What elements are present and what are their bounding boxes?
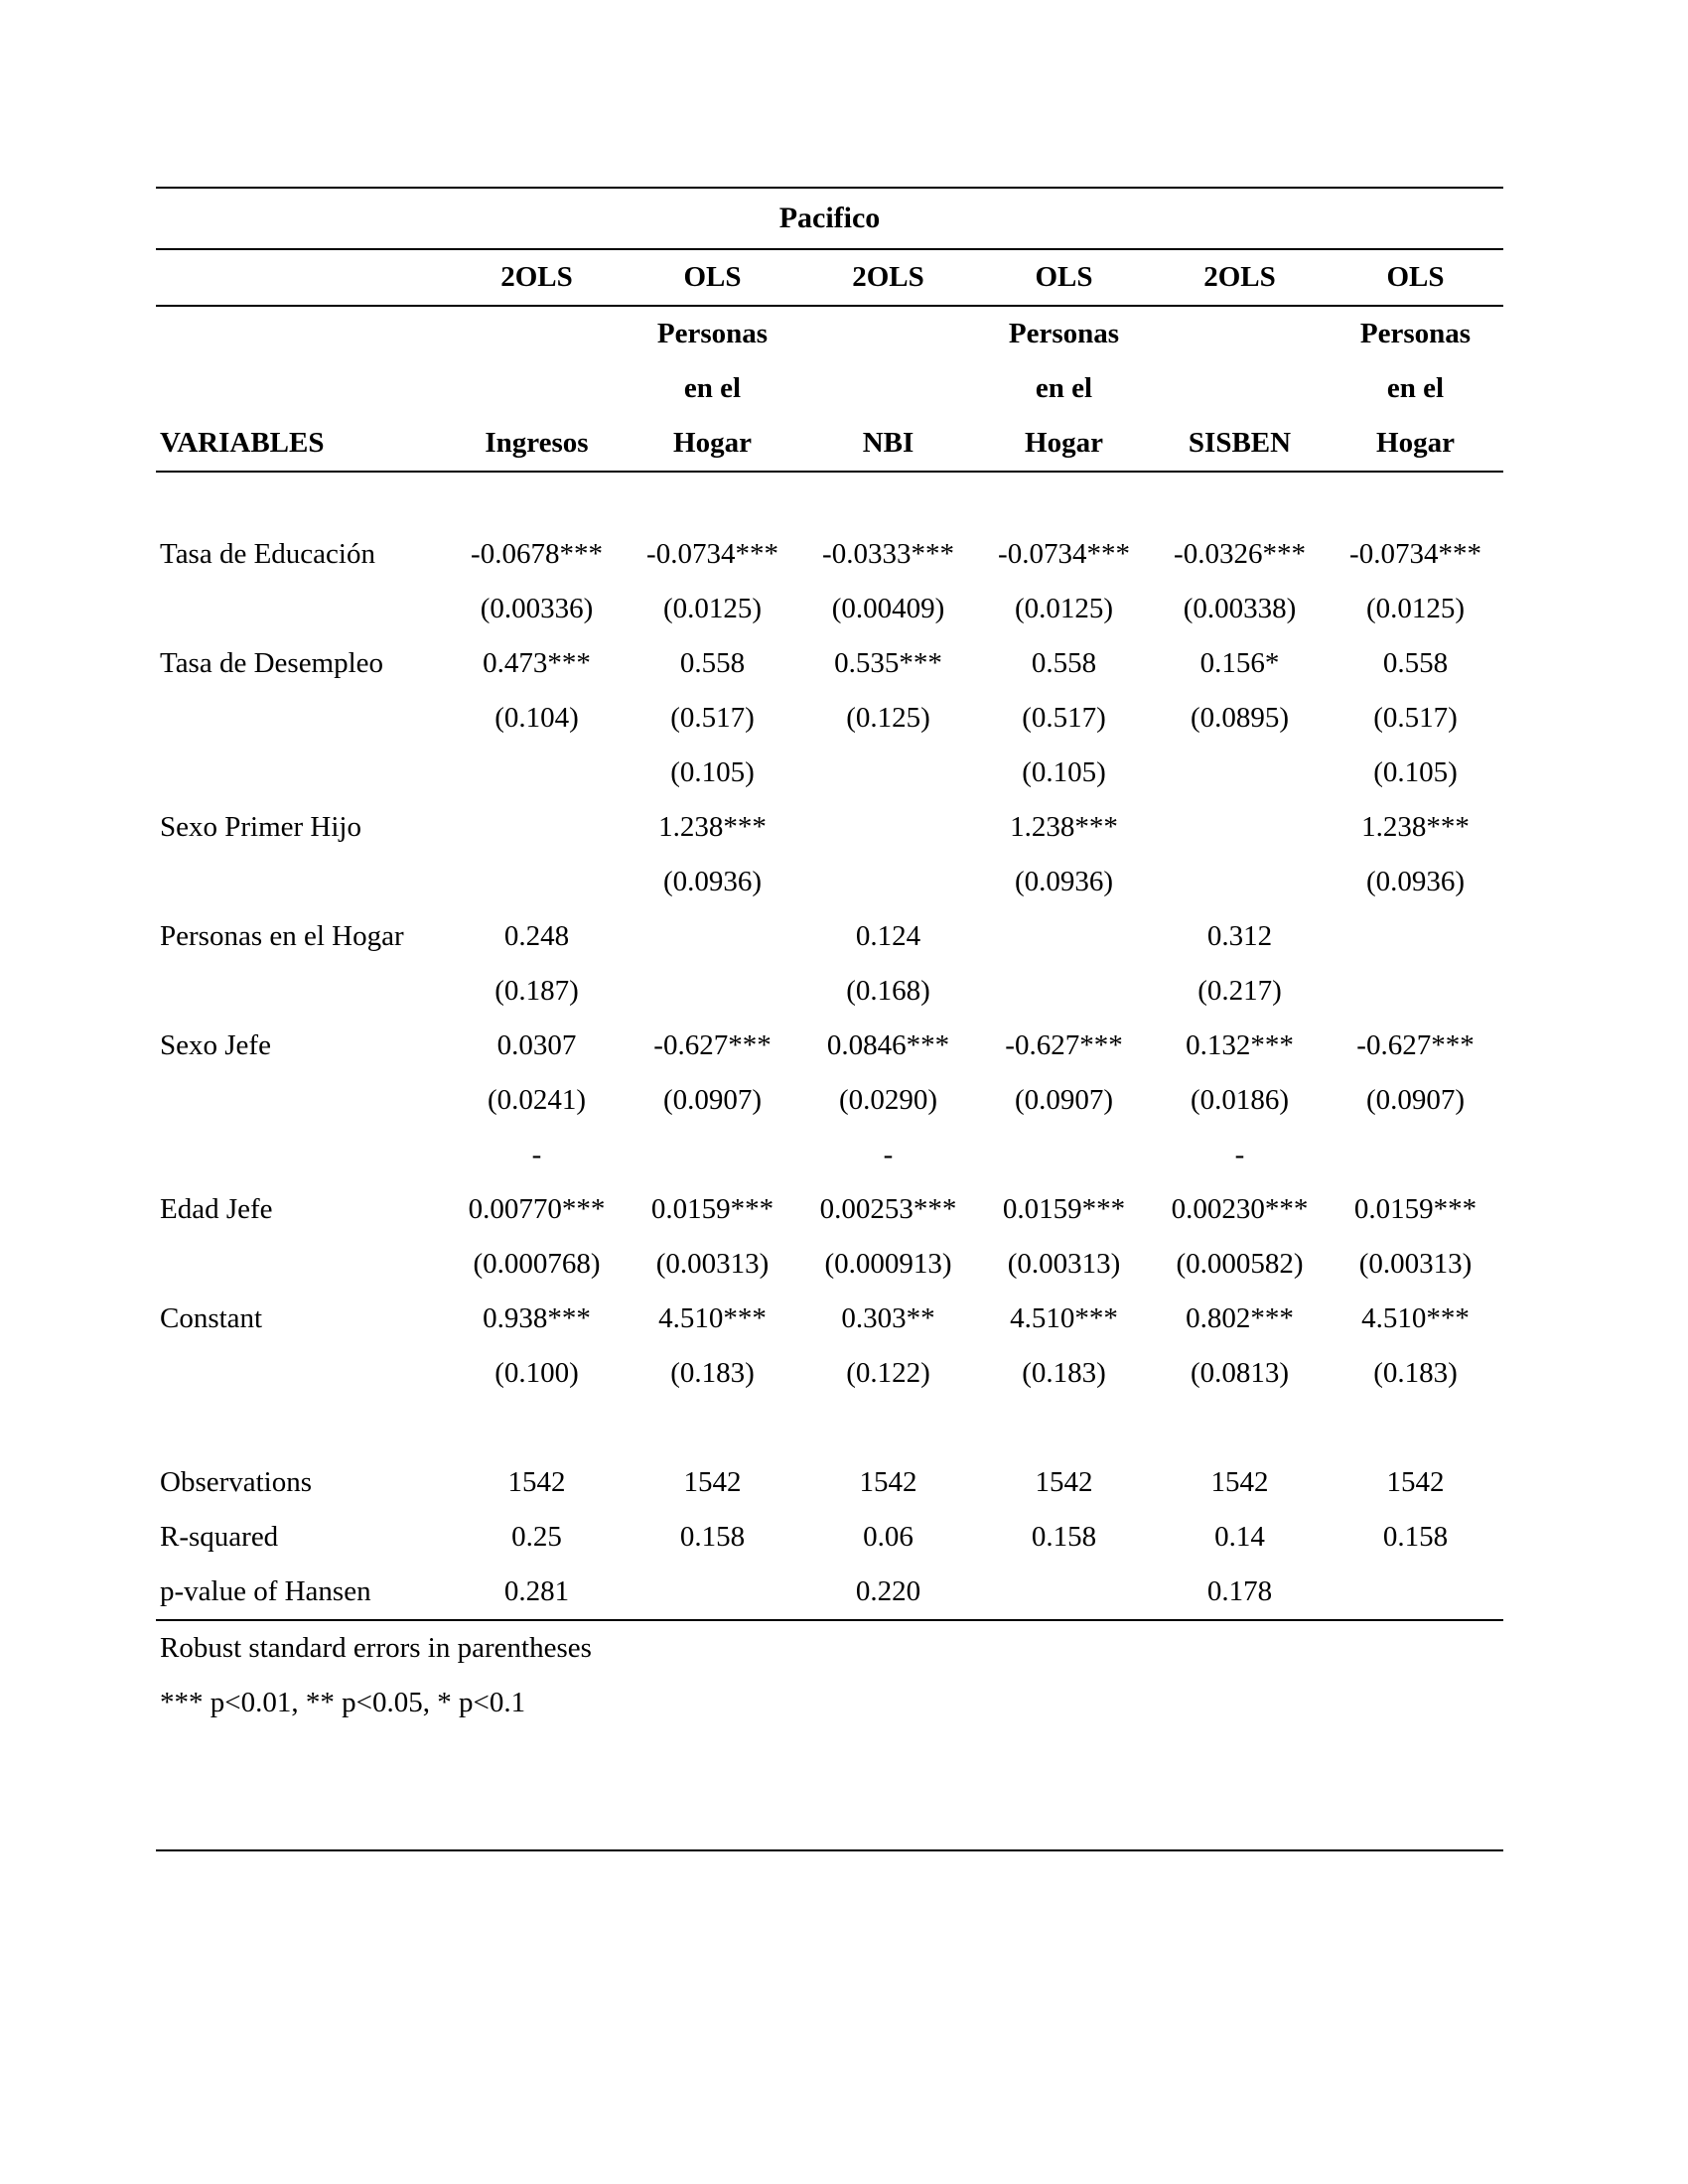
value-cell: 2OLS [852, 260, 924, 293]
value-cell: (0.122) [846, 1356, 930, 1389]
value-cell: (0.00409) [831, 592, 945, 624]
value-cell: (0.0125) [1365, 592, 1466, 624]
value-cell: 4.510*** [1361, 1301, 1470, 1334]
value-cell: 1542 [1035, 1465, 1093, 1498]
table-row [156, 1455, 1503, 1510]
value-cell: (0.187) [494, 974, 579, 1007]
value-cell: SISBEN [1188, 426, 1292, 459]
value-cell: -0.627*** [653, 1028, 772, 1061]
value-cell: Hogar [1376, 426, 1455, 459]
value-cell: 0.158 [679, 1520, 746, 1553]
value-cell: 0.25 [511, 1520, 562, 1553]
footnote-standard-errors: Robust standard errors in parentheses [160, 1632, 592, 1664]
value-cell: 1542 [683, 1465, 742, 1498]
value-cell: -0.627*** [1005, 1028, 1123, 1061]
table-row [156, 1292, 1503, 1346]
value-cell: Personas [1008, 317, 1120, 349]
table-row [156, 527, 1503, 582]
value-cell: (0.00313) [1007, 1247, 1121, 1280]
value-cell: (0.0186) [1190, 1083, 1290, 1116]
value-cell: 0.0846*** [826, 1028, 950, 1061]
row-label: Edad Jefe [160, 1192, 273, 1225]
table-row [156, 1565, 1503, 1619]
value-cell: (0.183) [670, 1356, 755, 1389]
value-cell: (0.517) [1022, 701, 1106, 734]
row-label: VARIABLES [160, 426, 325, 459]
value-cell: 0.473*** [483, 646, 591, 679]
value-cell: 1.238*** [1361, 810, 1470, 843]
footnote-significance-levels: *** p<0.01, ** p<0.05, * p<0.1 [160, 1687, 526, 1718]
value-cell: (0.105) [670, 755, 755, 788]
value-cell: (0.0290) [838, 1083, 938, 1116]
table-region-title: Pacifico [778, 202, 881, 234]
value-cell: 0.281 [503, 1574, 570, 1607]
value-cell: 0.0159*** [650, 1192, 774, 1225]
value-cell: OLS [1035, 260, 1093, 293]
value-cell: (0.0813) [1190, 1356, 1290, 1389]
value-cell: (0.0936) [662, 865, 763, 897]
table-row [156, 1019, 1503, 1073]
value-cell: -0.0326*** [1174, 537, 1306, 570]
row-label: Sexo Jefe [160, 1028, 271, 1061]
value-cell: (0.104) [494, 701, 579, 734]
table-row [156, 582, 1503, 636]
value-cell: (0.517) [670, 701, 755, 734]
row-label: Observations [160, 1465, 313, 1498]
table-row [156, 691, 1503, 746]
regression-table [156, 187, 1503, 1851]
value-cell: (0.000913) [824, 1247, 952, 1280]
table-row [156, 416, 1503, 471]
value-cell: 0.558 [1031, 646, 1097, 679]
value-cell: 0.06 [863, 1520, 914, 1553]
row-label: p-value of Hansen [160, 1574, 371, 1607]
value-cell: en el [683, 371, 742, 404]
value-cell: 1542 [507, 1465, 566, 1498]
value-cell: en el [1035, 371, 1093, 404]
value-cell: (0.0125) [1014, 592, 1114, 624]
row-label: Personas en el Hogar [160, 919, 404, 952]
value-cell: 0.220 [855, 1574, 921, 1607]
table-row [156, 473, 1503, 527]
row-label: R-squared [160, 1520, 279, 1553]
row-label: Sexo Primer Hijo [160, 810, 361, 843]
value-cell: -0.0734*** [1349, 537, 1481, 570]
value-cell: (0.000582) [1176, 1247, 1304, 1280]
value-cell: 0.558 [1382, 646, 1449, 679]
value-cell: OLS [1386, 260, 1445, 293]
value-cell: -0.0333*** [822, 537, 954, 570]
table-row [156, 1346, 1503, 1401]
value-cell: 0.178 [1206, 1574, 1273, 1607]
value-cell: -0.0734*** [998, 537, 1130, 570]
value-cell: NBI [862, 426, 914, 459]
table-row [156, 1073, 1503, 1128]
table-row [156, 636, 1503, 691]
value-cell: (0.00313) [655, 1247, 770, 1280]
table-row [156, 909, 1503, 964]
row-label: Tasa de Educación [160, 537, 375, 570]
value-cell: 0.00253*** [819, 1192, 957, 1225]
value-cell: (0.00338) [1183, 592, 1297, 624]
value-cell: - [1234, 1138, 1245, 1170]
value-cell: Personas [656, 317, 769, 349]
row-label: Tasa de Desempleo [160, 646, 384, 679]
value-cell: 0.535*** [834, 646, 942, 679]
table-row [156, 361, 1503, 416]
value-cell: 0.0307 [496, 1028, 577, 1061]
value-cell: 0.0159*** [1353, 1192, 1477, 1225]
value-cell: 0.938*** [483, 1301, 591, 1334]
value-cell: 2OLS [500, 260, 573, 293]
value-cell: 4.510*** [1010, 1301, 1118, 1334]
value-cell: 1542 [859, 1465, 917, 1498]
value-cell: (0.0895) [1190, 701, 1290, 734]
value-cell: Hogar [1025, 426, 1103, 459]
value-cell: (0.0907) [662, 1083, 763, 1116]
value-cell: (0.0936) [1365, 865, 1466, 897]
value-cell: (0.125) [846, 701, 930, 734]
value-cell: OLS [683, 260, 742, 293]
value-cell: (0.0241) [487, 1083, 587, 1116]
value-cell: (0.183) [1022, 1356, 1106, 1389]
value-cell: 1542 [1386, 1465, 1445, 1498]
value-cell: (0.217) [1197, 974, 1282, 1007]
value-cell: (0.0125) [662, 592, 763, 624]
value-cell: (0.000768) [473, 1247, 601, 1280]
table-body [156, 473, 1503, 1619]
value-cell: Ingresos [485, 426, 589, 459]
table-row [156, 1401, 1503, 1455]
value-cell: 0.00770*** [468, 1192, 606, 1225]
table-row [156, 964, 1503, 1019]
value-cell: 0.00230*** [1171, 1192, 1309, 1225]
table-row [156, 1510, 1503, 1565]
value-cell: (0.00336) [480, 592, 594, 624]
value-cell: (0.168) [846, 974, 930, 1007]
value-cell: (0.100) [494, 1356, 579, 1389]
table-row [156, 1237, 1503, 1292]
value-cell: - [531, 1138, 542, 1170]
method-header-row-group [156, 250, 1503, 305]
variables-header-row-group [156, 307, 1503, 471]
value-cell: 0.158 [1031, 1520, 1097, 1553]
value-cell: 0.303** [841, 1301, 935, 1334]
value-cell: (0.105) [1022, 755, 1106, 788]
value-cell: -0.0678*** [471, 537, 603, 570]
value-cell: - [883, 1138, 894, 1170]
value-cell: 4.510*** [658, 1301, 767, 1334]
value-cell: 0.158 [1382, 1520, 1449, 1553]
value-cell: 0.0159*** [1002, 1192, 1126, 1225]
value-cell: 0.248 [503, 919, 570, 952]
value-cell: (0.0907) [1014, 1083, 1114, 1116]
value-cell: 0.156* [1199, 646, 1280, 679]
value-cell: Hogar [673, 426, 752, 459]
page-bottom-rule [156, 1849, 1503, 1851]
value-cell: (0.183) [1373, 1356, 1458, 1389]
value-cell: (0.0936) [1014, 865, 1114, 897]
value-cell: (0.517) [1373, 701, 1458, 734]
table-row [156, 250, 1503, 305]
value-cell: 1542 [1210, 1465, 1269, 1498]
value-cell: (0.105) [1373, 755, 1458, 788]
spacer [156, 1730, 1503, 1849]
value-cell: 1.238*** [1010, 810, 1118, 843]
value-cell: (0.00313) [1358, 1247, 1473, 1280]
row-label: Constant [160, 1301, 263, 1334]
value-cell: en el [1386, 371, 1445, 404]
value-cell: 0.312 [1206, 919, 1273, 952]
value-cell: Personas [1359, 317, 1472, 349]
value-cell: 0.124 [855, 919, 921, 952]
table-row [156, 855, 1503, 909]
value-cell: 0.802*** [1186, 1301, 1294, 1334]
value-cell: 0.14 [1214, 1520, 1265, 1553]
value-cell: 2OLS [1203, 260, 1276, 293]
table-row [156, 800, 1503, 855]
value-cell: 1.238*** [658, 810, 767, 843]
value-cell: -0.627*** [1356, 1028, 1475, 1061]
value-cell: 0.132*** [1186, 1028, 1294, 1061]
value-cell: 0.558 [679, 646, 746, 679]
value-cell: -0.0734*** [646, 537, 778, 570]
table-row [156, 1182, 1503, 1237]
table-row [156, 1128, 1503, 1182]
table-row [156, 307, 1503, 361]
table-row [156, 746, 1503, 800]
value-cell: (0.0907) [1365, 1083, 1466, 1116]
